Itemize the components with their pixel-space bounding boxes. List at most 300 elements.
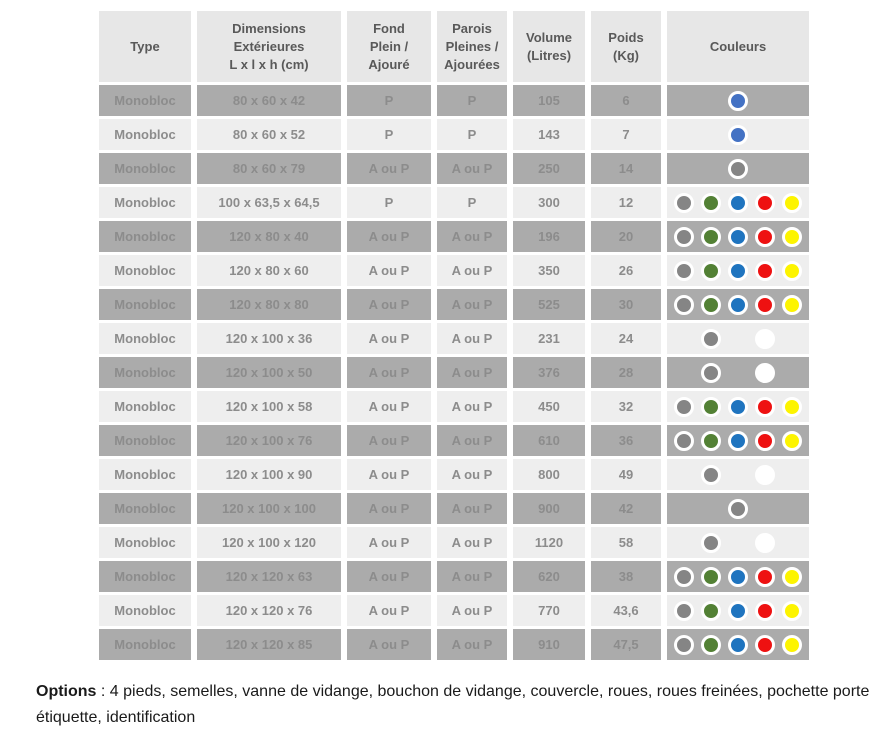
fond-cell: P: [347, 85, 431, 116]
color-dot-red: [755, 397, 775, 417]
table-row: [99, 561, 809, 592]
type-cell: Monobloc: [99, 85, 191, 116]
dot-slot: [752, 121, 779, 148]
dimensions-cell: 80 x 60 x 42: [197, 85, 341, 116]
color-dots: [669, 325, 807, 352]
poids-cell: 7: [591, 119, 661, 150]
options-note: [36, 679, 874, 731]
color-dots: [669, 563, 807, 590]
dot-slot: [671, 87, 698, 114]
type-cell: Monobloc: [99, 119, 191, 150]
dimensions-cell: 120 x 80 x 60: [197, 255, 341, 286]
color-dot-red: [755, 431, 775, 451]
parois-cell: P: [437, 85, 507, 116]
color-dots: [669, 461, 807, 488]
volume-cell: 1120: [513, 527, 585, 558]
table-row: [99, 255, 809, 286]
parois-cell: A ou P: [437, 527, 507, 558]
dot-slot: [671, 495, 698, 522]
parois-cell: A ou P: [437, 425, 507, 456]
color-dot-white: [755, 329, 775, 349]
dot-slot: [725, 325, 752, 352]
dot-slot: [779, 257, 806, 284]
options-text: : 4 pieds, semelles, vanne de vidange, bouchon de vidange, couvercle, roues, roues freinées, pochette porte étiquette, identification: [36, 683, 870, 726]
color-dot-blue: [728, 601, 748, 621]
dot-slot: [752, 597, 779, 624]
dot-slot: [752, 257, 779, 284]
fond-cell: A ou P: [347, 357, 431, 388]
dimensions-cell: 120 x 100 x 90: [197, 459, 341, 490]
volume-cell: 105: [513, 85, 585, 116]
dot-slot: [698, 325, 725, 352]
volume-cell: 450: [513, 391, 585, 422]
table-row: [99, 629, 809, 660]
poids-cell: 58: [591, 527, 661, 558]
color-dots: [669, 189, 807, 216]
dot-slot: [698, 257, 725, 284]
header-cell-type: Type: [99, 11, 191, 82]
dimensions-cell: 120 x 120 x 63: [197, 561, 341, 592]
color-dot-yellow: [782, 431, 802, 451]
couleurs-cell: [667, 493, 809, 524]
poids-cell: 36: [591, 425, 661, 456]
color-dot-yellow: [782, 261, 802, 281]
dimensions-cell: 120 x 120 x 85: [197, 629, 341, 660]
dot-slot: [779, 597, 806, 624]
dot-slot: [725, 87, 752, 114]
type-cell: Monobloc: [99, 527, 191, 558]
dimensions-cell: 80 x 60 x 79: [197, 153, 341, 184]
color-dot-gray: [701, 329, 721, 349]
dot-slot: [698, 121, 725, 148]
color-dot-blue: [728, 397, 748, 417]
couleurs-cell: [667, 255, 809, 286]
table-row: [99, 493, 809, 524]
couleurs-cell: [667, 323, 809, 354]
poids-cell: 26: [591, 255, 661, 286]
volume-cell: 300: [513, 187, 585, 218]
dot-slot: [779, 291, 806, 318]
table-row: [99, 323, 809, 354]
dot-slot: [779, 223, 806, 250]
volume-cell: 196: [513, 221, 585, 252]
parois-cell: A ou P: [437, 459, 507, 490]
color-dot-yellow: [782, 295, 802, 315]
volume-cell: 250: [513, 153, 585, 184]
volume-cell: 525: [513, 289, 585, 320]
dot-slot: [671, 189, 698, 216]
dot-slot: [698, 393, 725, 420]
couleurs-cell: [667, 119, 809, 150]
poids-cell: 30: [591, 289, 661, 320]
dot-slot: [725, 155, 752, 182]
parois-cell: A ou P: [437, 221, 507, 252]
dot-slot: [779, 325, 806, 352]
color-dot-green: [701, 295, 721, 315]
header-cell-fond: Fond Plein / Ajouré: [347, 11, 431, 82]
dimensions-cell: 120 x 100 x 120: [197, 527, 341, 558]
dimensions-cell: 120 x 80 x 40: [197, 221, 341, 252]
type-cell: Monobloc: [99, 595, 191, 626]
dot-slot: [725, 223, 752, 250]
dot-slot: [671, 597, 698, 624]
parois-cell: A ou P: [437, 595, 507, 626]
color-dot-white: [755, 465, 775, 485]
type-cell: Monobloc: [99, 357, 191, 388]
color-dot-blue: [728, 261, 748, 281]
color-dot-gray: [674, 567, 694, 587]
fond-cell: A ou P: [347, 221, 431, 252]
dot-slot: [698, 631, 725, 658]
couleurs-cell: [667, 561, 809, 592]
dot-slot: [779, 393, 806, 420]
color-dot-gray: [674, 227, 694, 247]
dot-slot: [779, 461, 806, 488]
poids-cell: 32: [591, 391, 661, 422]
color-dot-green: [701, 261, 721, 281]
color-dot-yellow: [782, 397, 802, 417]
dot-slot: [752, 189, 779, 216]
dot-slot: [725, 359, 752, 386]
parois-cell: A ou P: [437, 629, 507, 660]
dot-slot: [779, 121, 806, 148]
dot-slot: [725, 121, 752, 148]
dimensions-cell: 100 x 63,5 x 64,5: [197, 187, 341, 218]
table-row: [99, 391, 809, 422]
dot-slot: [725, 393, 752, 420]
color-dots: [669, 155, 807, 182]
color-dot-red: [755, 261, 775, 281]
color-dot-gray: [728, 499, 748, 519]
table-row: [99, 425, 809, 456]
dot-slot: [779, 563, 806, 590]
dot-slot: [752, 495, 779, 522]
dimensions-cell: 120 x 100 x 58: [197, 391, 341, 422]
couleurs-cell: [667, 85, 809, 116]
table-header-row: [99, 11, 809, 82]
poids-cell: 12: [591, 187, 661, 218]
dot-slot: [725, 291, 752, 318]
parois-cell: A ou P: [437, 357, 507, 388]
fond-cell: A ou P: [347, 153, 431, 184]
dot-slot: [779, 495, 806, 522]
dot-slot: [725, 563, 752, 590]
type-cell: Monobloc: [99, 289, 191, 320]
dot-slot: [725, 597, 752, 624]
table-row: [99, 459, 809, 490]
dot-slot: [698, 359, 725, 386]
color-dots: [669, 121, 807, 148]
color-dot-green: [701, 431, 721, 451]
dot-slot: [671, 257, 698, 284]
poids-cell: 14: [591, 153, 661, 184]
poids-cell: 49: [591, 459, 661, 490]
poids-cell: 6: [591, 85, 661, 116]
fond-cell: A ou P: [347, 629, 431, 660]
poids-cell: 24: [591, 323, 661, 354]
color-dot-green: [701, 601, 721, 621]
volume-cell: 610: [513, 425, 585, 456]
dot-slot: [725, 529, 752, 556]
volume-cell: 350: [513, 255, 585, 286]
parois-cell: A ou P: [437, 255, 507, 286]
table-row: [99, 289, 809, 320]
header-cell-couleurs: Couleurs: [667, 11, 809, 82]
dimensions-cell: 120 x 100 x 76: [197, 425, 341, 456]
dot-slot: [698, 189, 725, 216]
parois-cell: A ou P: [437, 391, 507, 422]
table-row: [99, 595, 809, 626]
color-dot-blue: [728, 431, 748, 451]
parois-cell: A ou P: [437, 323, 507, 354]
dot-slot: [671, 359, 698, 386]
dot-slot: [698, 223, 725, 250]
color-dot-gray: [728, 159, 748, 179]
dot-slot: [752, 393, 779, 420]
dot-slot: [752, 155, 779, 182]
color-dot-white: [755, 363, 775, 383]
color-dot-gray: [674, 261, 694, 281]
couleurs-cell: [667, 221, 809, 252]
type-cell: Monobloc: [99, 323, 191, 354]
color-dot-yellow: [782, 601, 802, 621]
color-dot-red: [755, 635, 775, 655]
dot-slot: [671, 427, 698, 454]
table-row: [99, 221, 809, 252]
table-header: [99, 11, 809, 82]
color-dots: [669, 359, 807, 386]
color-dot-gray: [674, 397, 694, 417]
dot-slot: [779, 155, 806, 182]
fond-cell: A ou P: [347, 425, 431, 456]
dot-slot: [725, 631, 752, 658]
dot-slot: [698, 529, 725, 556]
color-dot-blue: [728, 567, 748, 587]
table-row: [99, 187, 809, 218]
color-dots: [669, 495, 807, 522]
dot-slot: [779, 529, 806, 556]
type-cell: Monobloc: [99, 425, 191, 456]
color-dot-gray: [674, 635, 694, 655]
type-cell: Monobloc: [99, 561, 191, 592]
color-dots: [669, 631, 807, 658]
parois-cell: A ou P: [437, 493, 507, 524]
color-dot-green: [701, 635, 721, 655]
type-cell: Monobloc: [99, 187, 191, 218]
poids-cell: 20: [591, 221, 661, 252]
dot-slot: [698, 563, 725, 590]
volume-cell: 800: [513, 459, 585, 490]
color-dot-red: [755, 295, 775, 315]
dot-slot: [698, 155, 725, 182]
table-row: [99, 527, 809, 558]
parois-cell: P: [437, 187, 507, 218]
dot-slot: [725, 427, 752, 454]
color-dot-red: [755, 193, 775, 213]
options-label: Options: [36, 683, 97, 700]
dot-slot: [725, 461, 752, 488]
poids-cell: 43,6: [591, 595, 661, 626]
table-row: [99, 153, 809, 184]
couleurs-cell: [667, 629, 809, 660]
dimensions-cell: 120 x 100 x 36: [197, 323, 341, 354]
color-dot-yellow: [782, 635, 802, 655]
fond-cell: A ou P: [347, 493, 431, 524]
color-dots: [669, 87, 807, 114]
dot-slot: [671, 325, 698, 352]
fond-cell: A ou P: [347, 289, 431, 320]
color-dot-blue: [728, 227, 748, 247]
color-dot-yellow: [782, 193, 802, 213]
color-dot-gray: [674, 601, 694, 621]
color-dot-gray: [701, 533, 721, 553]
couleurs-cell: [667, 425, 809, 456]
dimensions-cell: 120 x 100 x 100: [197, 493, 341, 524]
dot-slot: [725, 257, 752, 284]
dot-slot: [725, 495, 752, 522]
volume-cell: 620: [513, 561, 585, 592]
couleurs-cell: [667, 153, 809, 184]
color-dot-gray: [701, 465, 721, 485]
header-cell-poids: Poids (Kg): [591, 11, 661, 82]
parois-cell: A ou P: [437, 289, 507, 320]
couleurs-cell: [667, 391, 809, 422]
fond-cell: A ou P: [347, 323, 431, 354]
dot-slot: [752, 427, 779, 454]
dot-slot: [671, 291, 698, 318]
dot-slot: [698, 461, 725, 488]
dot-slot: [752, 291, 779, 318]
dot-slot: [779, 631, 806, 658]
dot-slot: [779, 359, 806, 386]
parois-cell: A ou P: [437, 153, 507, 184]
volume-cell: 900: [513, 493, 585, 524]
type-cell: Monobloc: [99, 391, 191, 422]
dot-slot: [671, 121, 698, 148]
dot-slot: [752, 223, 779, 250]
couleurs-cell: [667, 187, 809, 218]
color-dot-gray: [674, 193, 694, 213]
type-cell: Monobloc: [99, 153, 191, 184]
color-dot-green: [701, 227, 721, 247]
dot-slot: [752, 529, 779, 556]
dot-slot: [698, 87, 725, 114]
color-dot-gray: [701, 363, 721, 383]
table-row: [99, 357, 809, 388]
type-cell: Monobloc: [99, 459, 191, 490]
couleurs-cell: [667, 357, 809, 388]
fond-cell: A ou P: [347, 527, 431, 558]
dimensions-cell: 120 x 120 x 76: [197, 595, 341, 626]
type-cell: Monobloc: [99, 255, 191, 286]
fond-cell: A ou P: [347, 561, 431, 592]
dot-slot: [752, 461, 779, 488]
dimensions-cell: 80 x 60 x 52: [197, 119, 341, 150]
color-dot-yellow: [782, 227, 802, 247]
color-dot-blue: [728, 193, 748, 213]
header-cell-dimensions: Dimensions Extérieures L x l x h (cm): [197, 11, 341, 82]
table-body: [99, 85, 809, 660]
color-dot-green: [701, 397, 721, 417]
dot-slot: [779, 87, 806, 114]
dot-slot: [779, 189, 806, 216]
dot-slot: [671, 223, 698, 250]
dot-slot: [671, 393, 698, 420]
color-dots: [669, 597, 807, 624]
dot-slot: [698, 597, 725, 624]
parois-cell: A ou P: [437, 561, 507, 592]
dimensions-cell: 120 x 80 x 80: [197, 289, 341, 320]
dot-slot: [698, 291, 725, 318]
color-dot-yellow: [782, 567, 802, 587]
header-cell-volume: Volume (Litres): [513, 11, 585, 82]
fond-cell: P: [347, 187, 431, 218]
dimensions-cell: 120 x 100 x 50: [197, 357, 341, 388]
couleurs-cell: [667, 595, 809, 626]
type-cell: Monobloc: [99, 493, 191, 524]
color-dots: [669, 223, 807, 250]
poids-cell: 28: [591, 357, 661, 388]
color-dot-green: [701, 193, 721, 213]
dot-slot: [752, 563, 779, 590]
volume-cell: 376: [513, 357, 585, 388]
color-dot-red: [755, 227, 775, 247]
dot-slot: [671, 529, 698, 556]
dot-slot: [698, 495, 725, 522]
dot-slot: [752, 325, 779, 352]
volume-cell: 910: [513, 629, 585, 660]
volume-cell: 143: [513, 119, 585, 150]
color-dots: [669, 393, 807, 420]
couleurs-cell: [667, 459, 809, 490]
fond-cell: A ou P: [347, 595, 431, 626]
dot-slot: [725, 189, 752, 216]
volume-cell: 770: [513, 595, 585, 626]
fond-cell: A ou P: [347, 459, 431, 490]
dot-slot: [698, 427, 725, 454]
dot-slot: [779, 427, 806, 454]
poids-cell: 42: [591, 493, 661, 524]
color-dot-blue_single: [728, 91, 748, 111]
table-row: [99, 119, 809, 150]
color-dot-red: [755, 601, 775, 621]
fond-cell: P: [347, 119, 431, 150]
type-cell: Monobloc: [99, 629, 191, 660]
color-dots: [669, 291, 807, 318]
dot-slot: [752, 359, 779, 386]
couleurs-cell: [667, 289, 809, 320]
dot-slot: [671, 563, 698, 590]
color-dot-blue: [728, 295, 748, 315]
color-dots: [669, 427, 807, 454]
dot-slot: [671, 155, 698, 182]
poids-cell: 47,5: [591, 629, 661, 660]
couleurs-cell: [667, 527, 809, 558]
color-dot-green: [701, 567, 721, 587]
table-row: [99, 85, 809, 116]
color-dots: [669, 257, 807, 284]
color-dot-red: [755, 567, 775, 587]
color-dot-gray: [674, 431, 694, 451]
type-cell: Monobloc: [99, 221, 191, 252]
color-dot-blue_single: [728, 125, 748, 145]
fond-cell: A ou P: [347, 255, 431, 286]
color-dot-white: [755, 533, 775, 553]
volume-cell: 231: [513, 323, 585, 354]
product-spec-table: [93, 8, 815, 663]
color-dots: [669, 529, 807, 556]
parois-cell: P: [437, 119, 507, 150]
